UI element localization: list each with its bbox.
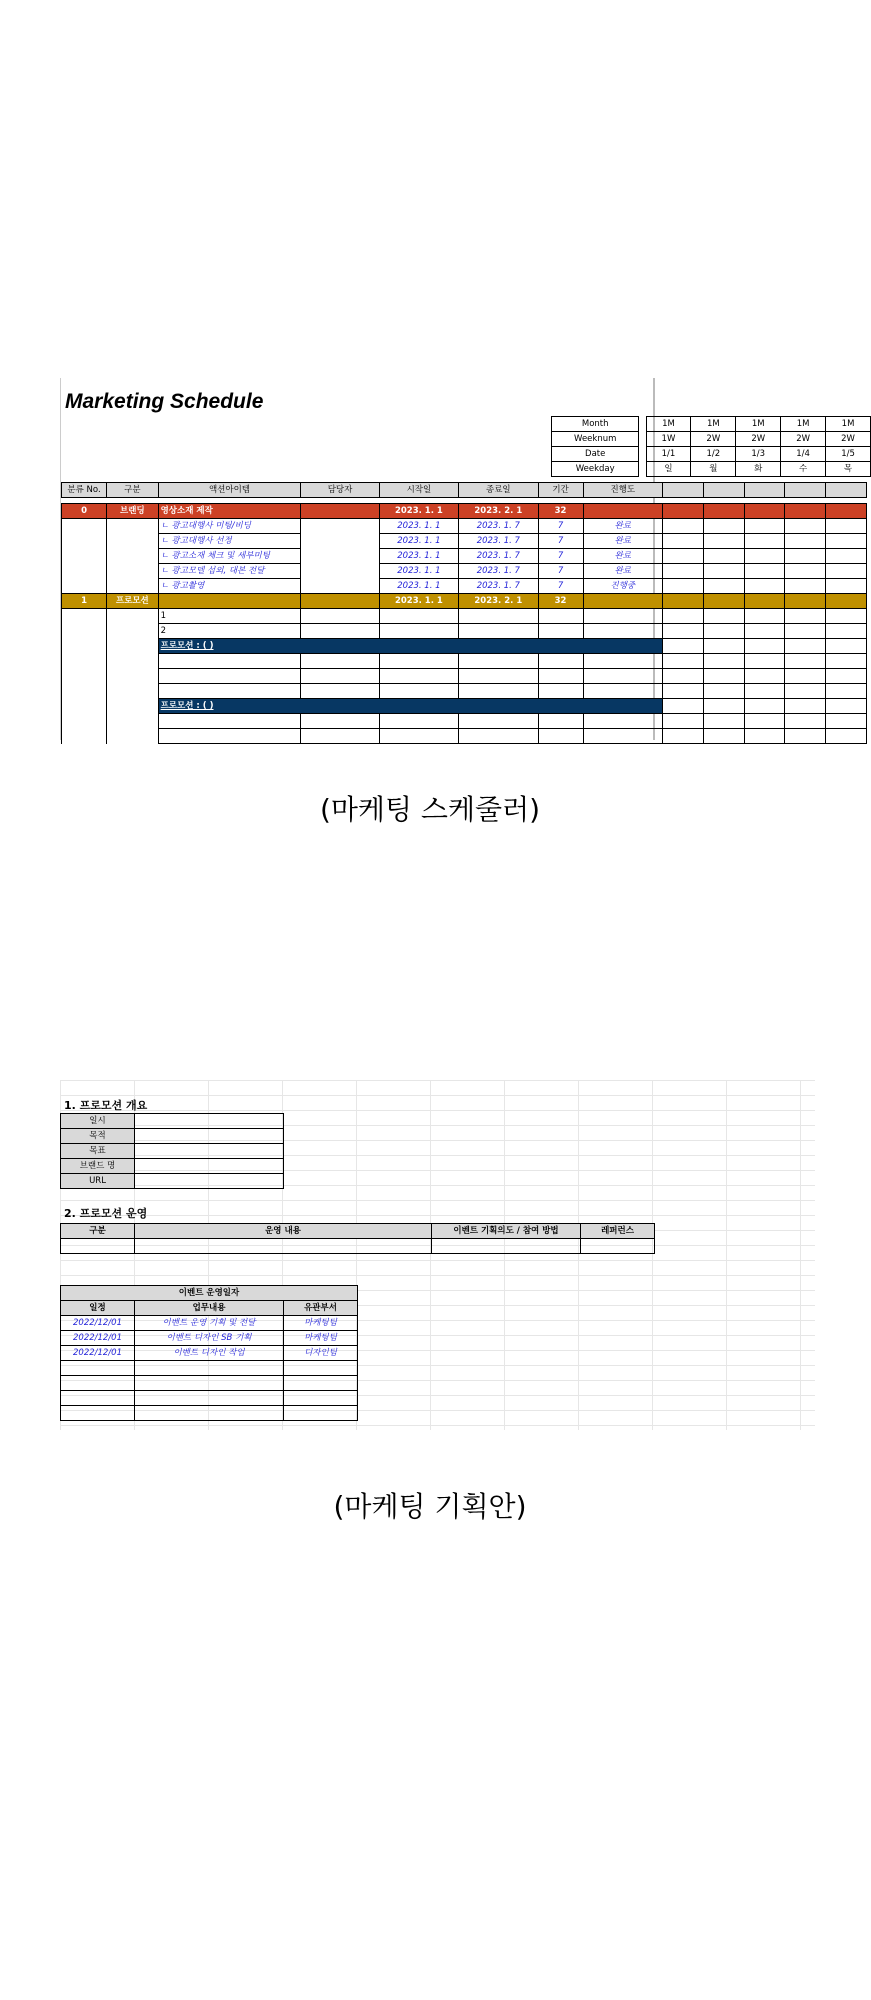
schedule-table (61, 482, 867, 744)
task-status: 완료 (583, 519, 662, 534)
task-start: 2023. 1. 1 (379, 549, 458, 564)
promo-row (62, 639, 867, 654)
promo-row (62, 699, 867, 714)
cal-label: Month (552, 417, 639, 432)
col-header: 이벤트 기획의도 / 참여 방법 (432, 1224, 581, 1239)
group-start: 2023. 1. 1 (379, 594, 458, 609)
cal-cell: 2W (826, 432, 871, 447)
cal-label: Weeknum (552, 432, 639, 447)
table-row (61, 1406, 358, 1421)
task-start: 2023. 1. 1 (379, 579, 458, 594)
cal-cell: 일 (646, 462, 691, 477)
group-days: 32 (538, 594, 583, 609)
cal-cell: 1/1 (646, 447, 691, 462)
promo-label: 프로모션 : ( ) (158, 699, 662, 714)
group-item: 영상소재 제작 (158, 504, 301, 519)
task-end: 2023. 1. 7 (459, 519, 538, 534)
event-date: 2022/12/01 (61, 1346, 135, 1361)
event-dept: 디자인팀 (284, 1346, 358, 1361)
cal-label: Date (552, 447, 639, 462)
overview-label: URL (61, 1174, 135, 1189)
task-status: 완료 (583, 534, 662, 549)
schedule-sheet (60, 378, 855, 740)
cal-cell: 월 (691, 462, 736, 477)
event-date: 2022/12/01 (61, 1316, 135, 1331)
group-no: 1 (62, 594, 107, 609)
sub-row-number: 1 (158, 609, 301, 624)
overview-label: 일시 (61, 1114, 135, 1129)
task-end: 2023. 1. 7 (459, 564, 538, 579)
col-header: 기간 (538, 483, 583, 498)
overview-label: 목표 (61, 1144, 135, 1159)
table-row (62, 624, 867, 639)
calendar-header (551, 416, 871, 477)
table-row (62, 669, 867, 684)
table-row (62, 579, 867, 594)
overview-table (60, 1113, 284, 1189)
col-header: 일정 (61, 1301, 135, 1316)
task-days: 7 (538, 519, 583, 534)
cal-cell: 1/5 (826, 447, 871, 462)
group-end: 2023. 2. 1 (459, 594, 538, 609)
task-item: ㄴ 광고촬영 (158, 579, 301, 594)
col-header: 분류 No. (62, 483, 107, 498)
col-header: 담당자 (301, 483, 379, 498)
table-row (61, 1376, 358, 1391)
overview-value[interactable] (135, 1114, 284, 1129)
task-status: 완료 (583, 549, 662, 564)
col-header: 진행도 (583, 483, 662, 498)
cal-cell: 2W (781, 432, 826, 447)
event-task: 이벤트 운영 기획 및 전달 (135, 1316, 284, 1331)
operations-table (60, 1223, 655, 1254)
col-header: 구분 (61, 1224, 135, 1239)
group-row-promotion (62, 594, 867, 609)
plan-caption: (마케팅 기획안) (333, 1490, 527, 1523)
task-end: 2023. 1. 7 (459, 534, 538, 549)
table-row (61, 1346, 358, 1361)
overview-value[interactable] (135, 1159, 284, 1174)
cal-cell: 1M (826, 417, 871, 432)
group-end: 2023. 2. 1 (459, 504, 538, 519)
promo-label: 프로모션 : ( ) (158, 639, 662, 654)
table-row (61, 1316, 358, 1331)
sub-row-number: 2 (158, 624, 301, 639)
task-days: 7 (538, 579, 583, 594)
task-end: 2023. 1. 7 (459, 579, 538, 594)
cal-cell: 수 (781, 462, 826, 477)
task-start: 2023. 1. 1 (379, 519, 458, 534)
cal-cell: 1M (781, 417, 826, 432)
col-header: 운영 내용 (135, 1224, 432, 1239)
table-row (61, 1331, 358, 1346)
col-header: 업무내용 (135, 1301, 284, 1316)
table-row (61, 1239, 655, 1254)
table-row (61, 1361, 358, 1376)
event-task: 이벤트 디자인 SB 기획 (135, 1331, 284, 1346)
task-end: 2023. 1. 7 (459, 549, 538, 564)
table-row (61, 1391, 358, 1406)
cal-cell: 1/3 (736, 447, 781, 462)
cal-cell: 1/4 (781, 447, 826, 462)
group-type: 브랜딩 (107, 504, 159, 519)
section-title-overview: 1. 프로모션 개요 (64, 1099, 148, 1112)
section-title-operations: 2. 프로모션 운영 (64, 1207, 148, 1220)
col-header: 구분 (107, 483, 159, 498)
col-header: 유관부서 (284, 1301, 358, 1316)
task-days: 7 (538, 564, 583, 579)
group-row-branding (62, 504, 867, 519)
event-date: 2022/12/01 (61, 1331, 135, 1346)
task-status: 진행중 (583, 579, 662, 594)
cal-cell: 2W (691, 432, 736, 447)
task-item: ㄴ 광고대행사 선정 (158, 534, 301, 549)
schedule-caption: (마케팅 스케줄러) (319, 793, 541, 826)
overview-value[interactable] (135, 1144, 284, 1159)
event-dept: 마케팅팀 (284, 1331, 358, 1346)
overview-value[interactable] (135, 1174, 284, 1189)
cal-label: Weekday (552, 462, 639, 477)
table-row (62, 519, 867, 534)
event-task: 이벤트 디자인 작업 (135, 1346, 284, 1361)
col-header: 레퍼런스 (581, 1224, 655, 1239)
cal-cell: 1M (646, 417, 691, 432)
cal-cell: 화 (736, 462, 781, 477)
table-row (62, 654, 867, 669)
task-status: 완료 (583, 564, 662, 579)
table-row (62, 549, 867, 564)
table-row (62, 729, 867, 744)
overview-label: 브랜드 명 (61, 1159, 135, 1174)
task-start: 2023. 1. 1 (379, 534, 458, 549)
table-row (62, 564, 867, 579)
task-days: 7 (538, 549, 583, 564)
group-type: 프로모션 (107, 594, 159, 609)
cal-cell: 2W (736, 432, 781, 447)
col-header: 액션아이템 (158, 483, 301, 498)
task-start: 2023. 1. 1 (379, 564, 458, 579)
overview-value[interactable] (135, 1129, 284, 1144)
event-table (60, 1285, 358, 1421)
plan-sheet (60, 1080, 815, 1430)
col-header: 시작일 (379, 483, 458, 498)
table-row (62, 534, 867, 549)
task-item: ㄴ 광고소재 체크 및 세부미팅 (158, 549, 301, 564)
task-item: ㄴ 광고모델 섭외, 대본 전달 (158, 564, 301, 579)
cal-cell: 1W (646, 432, 691, 447)
cal-cell: 1M (691, 417, 736, 432)
event-dept: 마케팅팀 (284, 1316, 358, 1331)
table-row (62, 684, 867, 699)
cal-cell: 1/2 (691, 447, 736, 462)
group-no: 0 (62, 504, 107, 519)
table-row (62, 714, 867, 729)
group-start: 2023. 1. 1 (379, 504, 458, 519)
task-item: ㄴ 광고대행사 미팅/비딩 (158, 519, 301, 534)
overview-label: 목적 (61, 1129, 135, 1144)
cal-cell: 1M (736, 417, 781, 432)
col-header: 종료일 (459, 483, 538, 498)
task-days: 7 (538, 534, 583, 549)
cal-cell: 목 (826, 462, 871, 477)
group-days: 32 (538, 504, 583, 519)
event-table-title: 이벤트 운영일자 (61, 1286, 358, 1301)
schedule-title: Marketing Schedule (65, 390, 264, 413)
schedule-header-row (62, 483, 867, 498)
table-row (62, 609, 867, 624)
